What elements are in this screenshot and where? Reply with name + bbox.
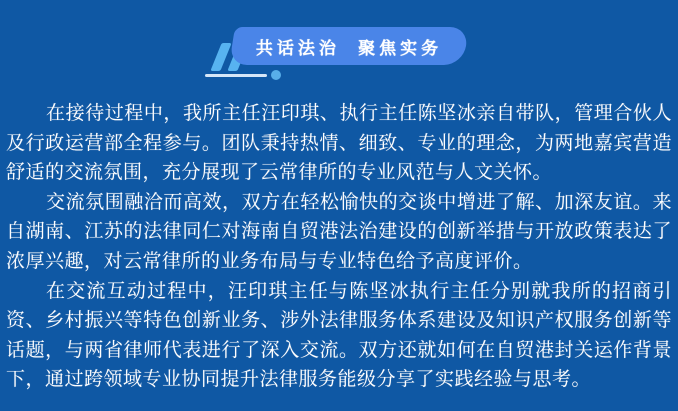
article-body — [0, 99, 678, 395]
section-title: 共话法治 聚焦实务 — [255, 38, 443, 58]
paragraph-reception: 在接待过程中，我所主任汪印琪、执行主任陈坚冰亲自带队，管理合伙人及行政运营部全程参与。团队秉持热情、细致、专业的理念，为两地嘉宾营造舒适的交流氛围，充分展现了云常律所的专业风范与人文关怀。 — [6, 103, 672, 184]
section-title-badge — [229, 27, 469, 65]
badge-underline — [205, 74, 267, 77]
badge-underline-dot-icon — [271, 70, 281, 80]
paragraph-exchange-atmosphere: 交流氛围融洽而高效，双方在轻松愉快的交谈中增进了解、加深友谊。来自湖南、江苏的法律同仁对海南自贸港法治建设的创新举措与开放政策表达了浓厚兴趣，对云常律所的业务布局与专业特色给予高度评价。 — [6, 191, 672, 272]
article-header — [0, 0, 678, 95]
paragraph-interaction-topics: 在交流互动过程中，汪印琪主任与陈坚冰执行主任分别就我所的招商引资、乡村振兴等特色创新业务、涉外法律服务体系建设及知识产权服务创新等话题，与两省律师代表进行了深入交流。双方还就如何在自贸港封关运作背景下，通过跨领域专业协同提升法律服务能级分享了实践经验与思考。 — [6, 280, 672, 391]
